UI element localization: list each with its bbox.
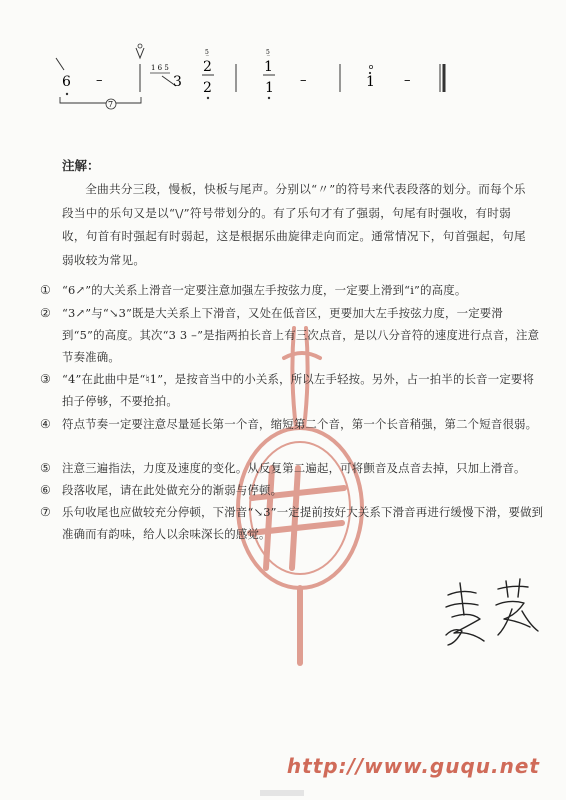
score-note: 6: [62, 74, 71, 90]
score-note: 1: [264, 59, 273, 75]
annotation-text: 注意三遍指法，力度及速度的变化。从反复第二遍起，可将颤音及点音去掉，只加上滑音。: [62, 461, 526, 475]
annotation-item: [40, 501, 544, 545]
music-score: [0, 40, 566, 120]
annotation-number: ⑤: [40, 461, 51, 475]
score-tuplet-number: 7: [108, 100, 114, 109]
score-note: 3: [173, 74, 182, 90]
annotation-item: [40, 457, 544, 479]
annotation-number: ③: [40, 372, 51, 386]
score-note: 1: [366, 74, 375, 90]
annotation-text: “6↗”的大关系上滑音一定要注意加强左手按弦力度，一定要上滑到“i”的高度。: [62, 283, 467, 297]
annotation-text: “3↗”与“↘3”既是大关系上下滑音，又处在低音区，更要加大左手按弦力度，一定要滑到“5”的高度。其次“3 3 –”是指两拍长音上有三次点音，是以八分音符的速度进行点音，注意节奏准确。: [62, 306, 540, 364]
intro-paragraph: 全曲共分三段，慢板，快板与尾声。分别以“〃”的符号来代表段落的划分。而每个乐段当中的乐句又是以“\/”符号带划分的。有了乐句才有了强弱，句尾有时强收，有时弱收，句首有时强起有时弱起，这是根据乐曲旋律走向而定。通常情况下，句首强起，句尾弱收较为常见。: [62, 182, 526, 267]
annotation-text: 乐句收尾也应做较充分停顿，下滑音“↘3”一定提前按好大关系下滑音再进行缓慢下滑，要做到准确而有韵味，给人以余味深长的感觉。: [62, 505, 544, 541]
score-note: 1: [265, 80, 274, 96]
annotation-item: [40, 302, 544, 368]
score-dash: –: [300, 73, 307, 88]
handwritten-signature: [440, 575, 550, 650]
annotation-item: [40, 279, 544, 301]
annotation-number: ④: [40, 417, 51, 431]
footer-mark: [260, 790, 304, 796]
score-grace: 1 6 5: [151, 64, 169, 72]
score-dash: –: [404, 73, 411, 88]
annotation-number: ⑥: [40, 483, 51, 497]
score-dash: –: [96, 73, 103, 88]
notes-title: 注解：: [62, 158, 100, 173]
score-note: 2: [203, 80, 212, 96]
annotation-item: [40, 479, 544, 501]
site-url: http://www.guqu.net: [286, 754, 540, 778]
annotation-item: [40, 413, 544, 435]
annotation-text: 段落收尾，请在此处做充分的渐弱与停顿。: [62, 483, 283, 497]
annotation-text: 符点节奏一定要注意尽量延长第一个音，缩短第二个音，第一个长音稍强，第二个短音很弱。: [62, 417, 538, 431]
annotation-item: [40, 368, 544, 412]
annotation-text: “4”在此曲中是“♮1”，是按音当中的小关系，所以左手轻按。另外，占一拍半的长音一定要将拍子停够，不要抢拍。: [62, 372, 535, 408]
annotation-number: ⑦: [40, 505, 51, 519]
annotation-number: ①: [40, 283, 51, 297]
score-note: 2: [203, 59, 212, 75]
score-grace: 5̲: [205, 49, 209, 56]
annotation-number: ②: [40, 306, 51, 320]
score-grace: 5̲: [266, 49, 270, 56]
